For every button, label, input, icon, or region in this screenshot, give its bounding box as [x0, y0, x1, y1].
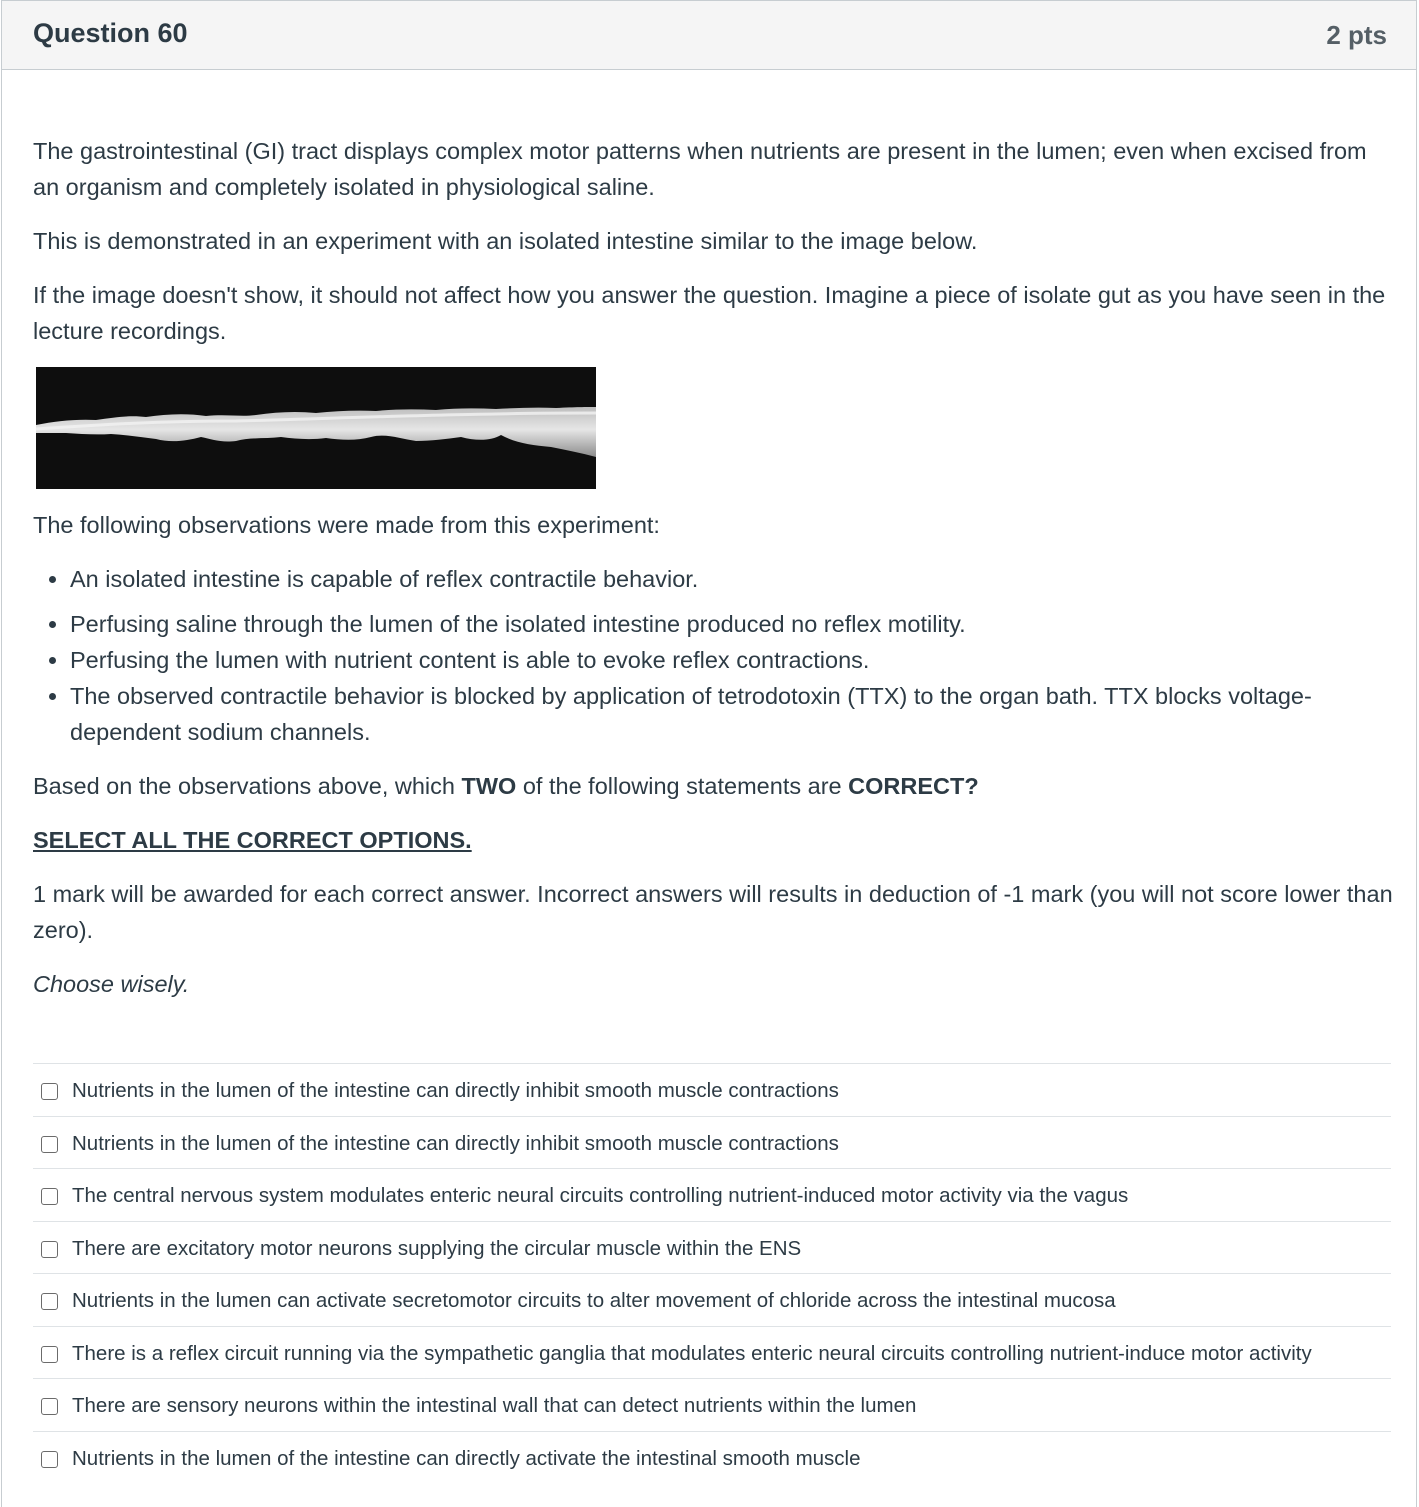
- answer-option-1[interactable]: [33, 1063, 1391, 1116]
- question-points: 2 pts: [1326, 20, 1387, 50]
- answer-option-2[interactable]: [33, 1116, 1391, 1169]
- observation-item: • Perfusing saline through the lumen of the isolated intestine produced no reflex motility.: [70, 606, 1393, 642]
- answer-option-5[interactable]: [33, 1273, 1391, 1326]
- observation-item: • Perfusing the lumen with nutrient content is able to evoke reflex contractions.: [70, 642, 1393, 678]
- answer-checkbox[interactable]: [41, 1136, 58, 1153]
- select-all-instruction: SELECT ALL THE CORRECT OPTIONS.: [33, 827, 472, 853]
- answer-label[interactable]: There are sensory neurons within the intestinal wall that can detect nutrients within the lumen: [72, 1394, 917, 1417]
- question-prompt: [33, 768, 1393, 804]
- question-text: [33, 133, 1393, 1020]
- choose-wisely-note: Choose wisely.: [33, 971, 190, 997]
- question-header: [2, 1, 1416, 70]
- intro-paragraph-3: If the image doesn't show, it should not affect how you answer the question. Imagine a piece of isolate gut as you have seen in the lecture recordings.: [33, 282, 1386, 344]
- answer-option-7[interactable]: [33, 1378, 1391, 1431]
- prompt-emphasis-two: TWO: [461, 773, 517, 799]
- intro-paragraph-2: This is demonstrated in an experiment with an isolated intestine similar to the image below.: [33, 228, 978, 254]
- answer-label[interactable]: There is a reflex circuit running via the sympathetic ganglia that modulates enteric neural circuits controlling nutrient-induce motor activity: [72, 1341, 1312, 1365]
- answer-list: [33, 1063, 1391, 1483]
- answer-label[interactable]: Nutrients in the lumen of the intestine can directly inhibit smooth muscle contractions: [72, 1079, 839, 1102]
- answer-checkbox[interactable]: [41, 1188, 58, 1205]
- question-panel: [1, 0, 1417, 1507]
- answer-option-6[interactable]: [33, 1326, 1391, 1379]
- answer-label[interactable]: There are excitatory motor neurons supplying the circular muscle within the ENS: [72, 1236, 802, 1260]
- answer-label[interactable]: Nutrients in the lumen of the intestine can directly inhibit smooth muscle contractions: [72, 1131, 839, 1155]
- answer-checkbox[interactable]: [41, 1398, 58, 1415]
- prompt-text: Based on the observations above, which: [33, 773, 462, 799]
- observations-list: [33, 561, 1393, 750]
- observation-item: • The observed contractile behavior is blocked by application of tetrodotoxin (TTX) to the organ bath. TTX blocks voltage-dependent sodium channels.: [70, 678, 1393, 750]
- answer-checkbox[interactable]: [41, 1293, 58, 1310]
- prompt-emphasis-correct: CORRECT?: [848, 773, 979, 799]
- answer-option-3[interactable]: [33, 1168, 1391, 1221]
- answer-checkbox[interactable]: [41, 1241, 58, 1258]
- prompt-text: of the following statements are: [516, 773, 849, 799]
- answer-label[interactable]: Nutrients in the lumen can activate secretomotor circuits to alter movement of chloride across the intestinal mucosa: [72, 1289, 1116, 1312]
- answer-checkbox[interactable]: [41, 1346, 58, 1363]
- question-title: Question 60: [33, 18, 188, 48]
- answer-checkbox[interactable]: [41, 1083, 58, 1100]
- marking-scheme: 1 mark will be awarded for each correct answer. Incorrect answers will results in deduction of -1 mark (you will not score lower than zero).: [33, 881, 1393, 943]
- answer-label[interactable]: The central nervous system modulates enteric neural circuits controlling nutrient-induced motor activity via the vagus: [72, 1184, 1129, 1207]
- answer-option-8[interactable]: [33, 1431, 1391, 1484]
- answer-checkbox[interactable]: [41, 1451, 58, 1468]
- isolated-intestine-image: [36, 367, 596, 489]
- answer-label[interactable]: Nutrients in the lumen of the intestine can directly activate the intestinal smooth muscle: [72, 1446, 861, 1470]
- intro-paragraph-1: The gastrointestinal (GI) tract displays complex motor patterns when nutrients are present in the lumen; even when excised from an organism and completely isolated in physiological saline.: [33, 138, 1367, 200]
- answer-option-4[interactable]: [33, 1221, 1391, 1274]
- observation-item: • An isolated intestine is capable of reflex contractile behavior.: [70, 561, 1393, 597]
- observations-lead: The following observations were made from this experiment:: [33, 512, 660, 538]
